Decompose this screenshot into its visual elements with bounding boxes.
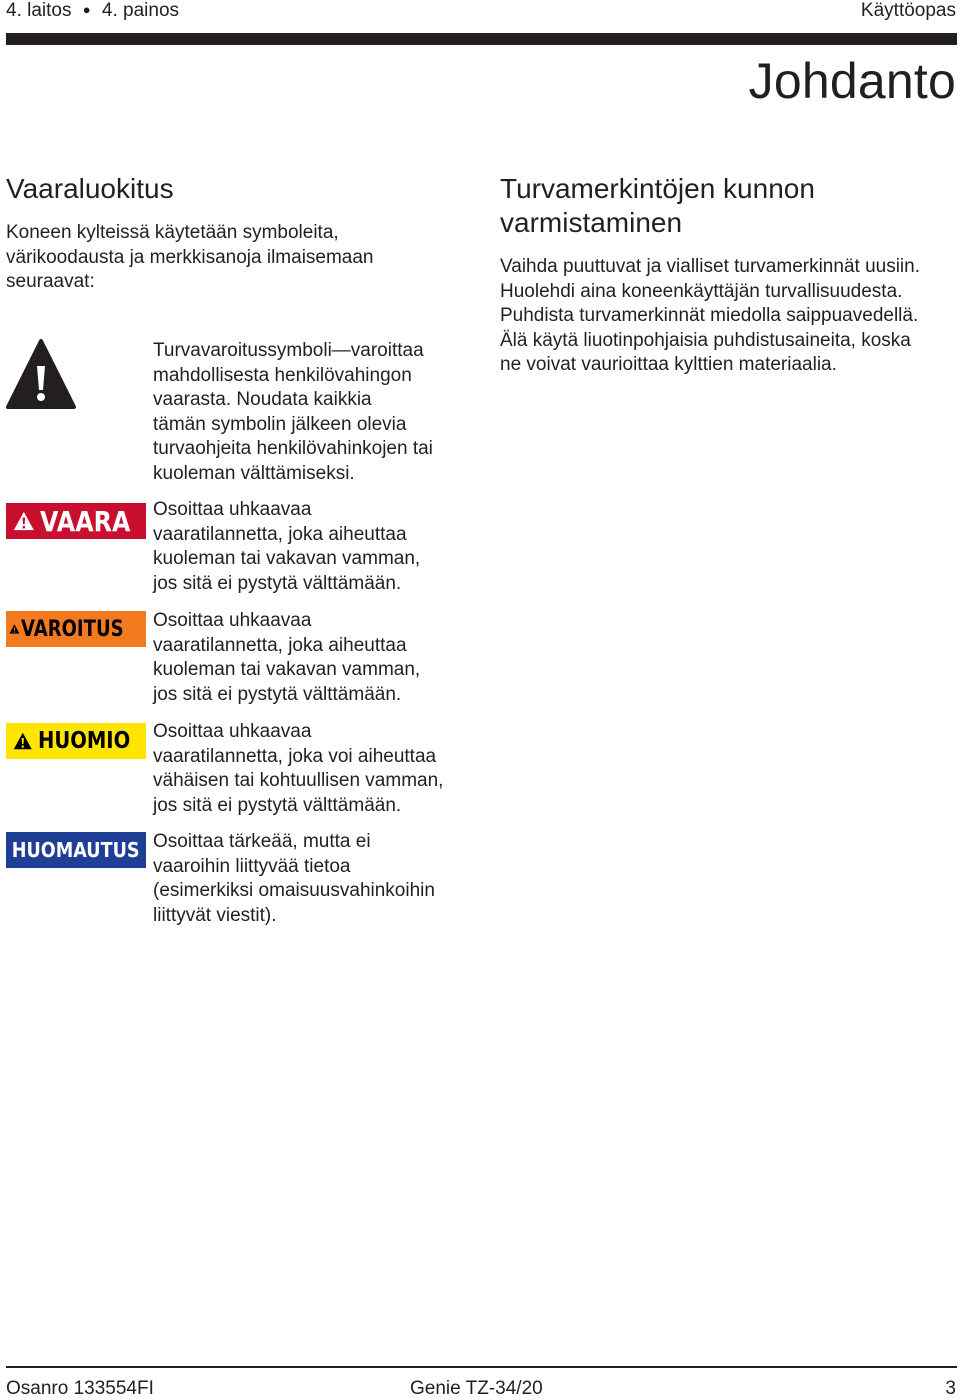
desc-line: vaarasta. Noudata kaikkia	[153, 389, 372, 410]
warning-triangle-icon	[13, 729, 33, 753]
desc-line: Turvavaroitussymboli—varoittaa	[153, 340, 424, 361]
desc-line: vaaratilannetta, joka aiheuttaa	[153, 634, 407, 656]
text-line: ne voivat vaurioittaa kylttien materiaalia.	[500, 354, 837, 375]
page-title: Johdanto	[748, 53, 956, 109]
desc-line: jos sitä ei pystytä välttämään.	[153, 794, 402, 816]
footer-part-number: Osanro 133554FI	[6, 1378, 154, 1399]
hazard-intro: Koneen kylteissä käytetään symboleita, värikoodausta ja merkkisanoja ilmaisemaan seuraavat:	[6, 222, 374, 292]
decal-section-heading	[500, 172, 955, 240]
desc-line: vaaratilannetta, joka voi aiheuttaa	[153, 745, 437, 767]
danger-badge	[6, 503, 146, 539]
desc-line: Osoittaa uhkaavaa	[153, 721, 312, 742]
heading-line: Turvamerkintöjen kunnon	[500, 173, 815, 204]
caution-label: HUOMIO	[37, 728, 130, 754]
text-line: Älä käytä liuotinpohjaisia puhdistusaineita, koska	[500, 329, 911, 351]
desc-line: Osoittaa uhkaavaa	[153, 499, 312, 520]
desc-line: kuoleman välttämiseksi.	[153, 462, 355, 484]
decal-section-text	[500, 255, 955, 378]
desc-line: kuoleman tai vakavan vamman,	[153, 659, 421, 680]
desc-line: liittyvät viestit).	[153, 904, 277, 926]
text-line: Huolehdi aina koneenkäyttäjän turvallisuudesta.	[500, 280, 903, 302]
bullet-separator: ●	[82, 2, 91, 17]
header-edition	[6, 0, 179, 23]
danger-description	[153, 498, 473, 596]
warning-badge	[6, 611, 146, 647]
desc-line: vaaroihin liittyvää tietoa	[153, 855, 351, 877]
footer-rule	[6, 1366, 957, 1368]
desc-line: turvaohjeita henkilövahinkojen tai	[153, 438, 433, 459]
desc-line: jos sitä ei pystytä välttämään.	[153, 683, 402, 705]
desc-line: vaaratilannetta, joka aiheuttaa	[153, 523, 407, 545]
heading-line: varmistaminen	[500, 207, 683, 238]
desc-line: vähäisen tai kohtuullisen vamman,	[153, 770, 444, 791]
header-doc-type: Käyttöopas	[860, 0, 956, 21]
caution-badge	[6, 723, 146, 759]
text-line: Puhdista turvamerkinnät miedolla saippuavedellä.	[500, 305, 919, 326]
desc-line: mahdollisesta henkilövahingon	[153, 364, 412, 386]
desc-line: jos sitä ei pystytä välttämään.	[153, 572, 402, 594]
header-rule	[6, 33, 957, 45]
warning-description	[153, 609, 473, 707]
footer-page-number: 3	[945, 1378, 956, 1399]
edition-text: 4. laitos	[6, 0, 72, 21]
printing-text: 4. painos	[101, 0, 180, 21]
footer-model: Genie TZ-34/20	[410, 1378, 543, 1399]
warning-triangle-icon	[13, 509, 35, 533]
caution-description	[153, 720, 473, 818]
desc-line: Osoittaa tärkeää, mutta ei	[153, 831, 371, 852]
warning-triangle-icon	[9, 617, 20, 641]
notice-description	[153, 830, 473, 928]
text-line: Vaihda puuttuvat ja vialliset turvamerkinnät uusiin.	[500, 256, 920, 277]
notice-badge	[6, 832, 146, 868]
safety-alert-description	[153, 339, 473, 486]
warning-label: VAROITUS	[20, 616, 124, 642]
desc-line: Osoittaa uhkaavaa	[153, 610, 312, 631]
safety-alert-icon	[6, 338, 76, 410]
hazard-classification-heading: Vaaraluokitus	[6, 173, 174, 204]
notice-label: HUOMAUTUS	[12, 838, 140, 862]
danger-label: VAARA	[39, 504, 131, 538]
desc-line: kuoleman tai vakavan vamman,	[153, 548, 421, 569]
desc-line: tämän symbolin jälkeen olevia	[153, 413, 407, 435]
desc-line: (esimerkiksi omaisuusvahinkoihin	[153, 880, 435, 901]
